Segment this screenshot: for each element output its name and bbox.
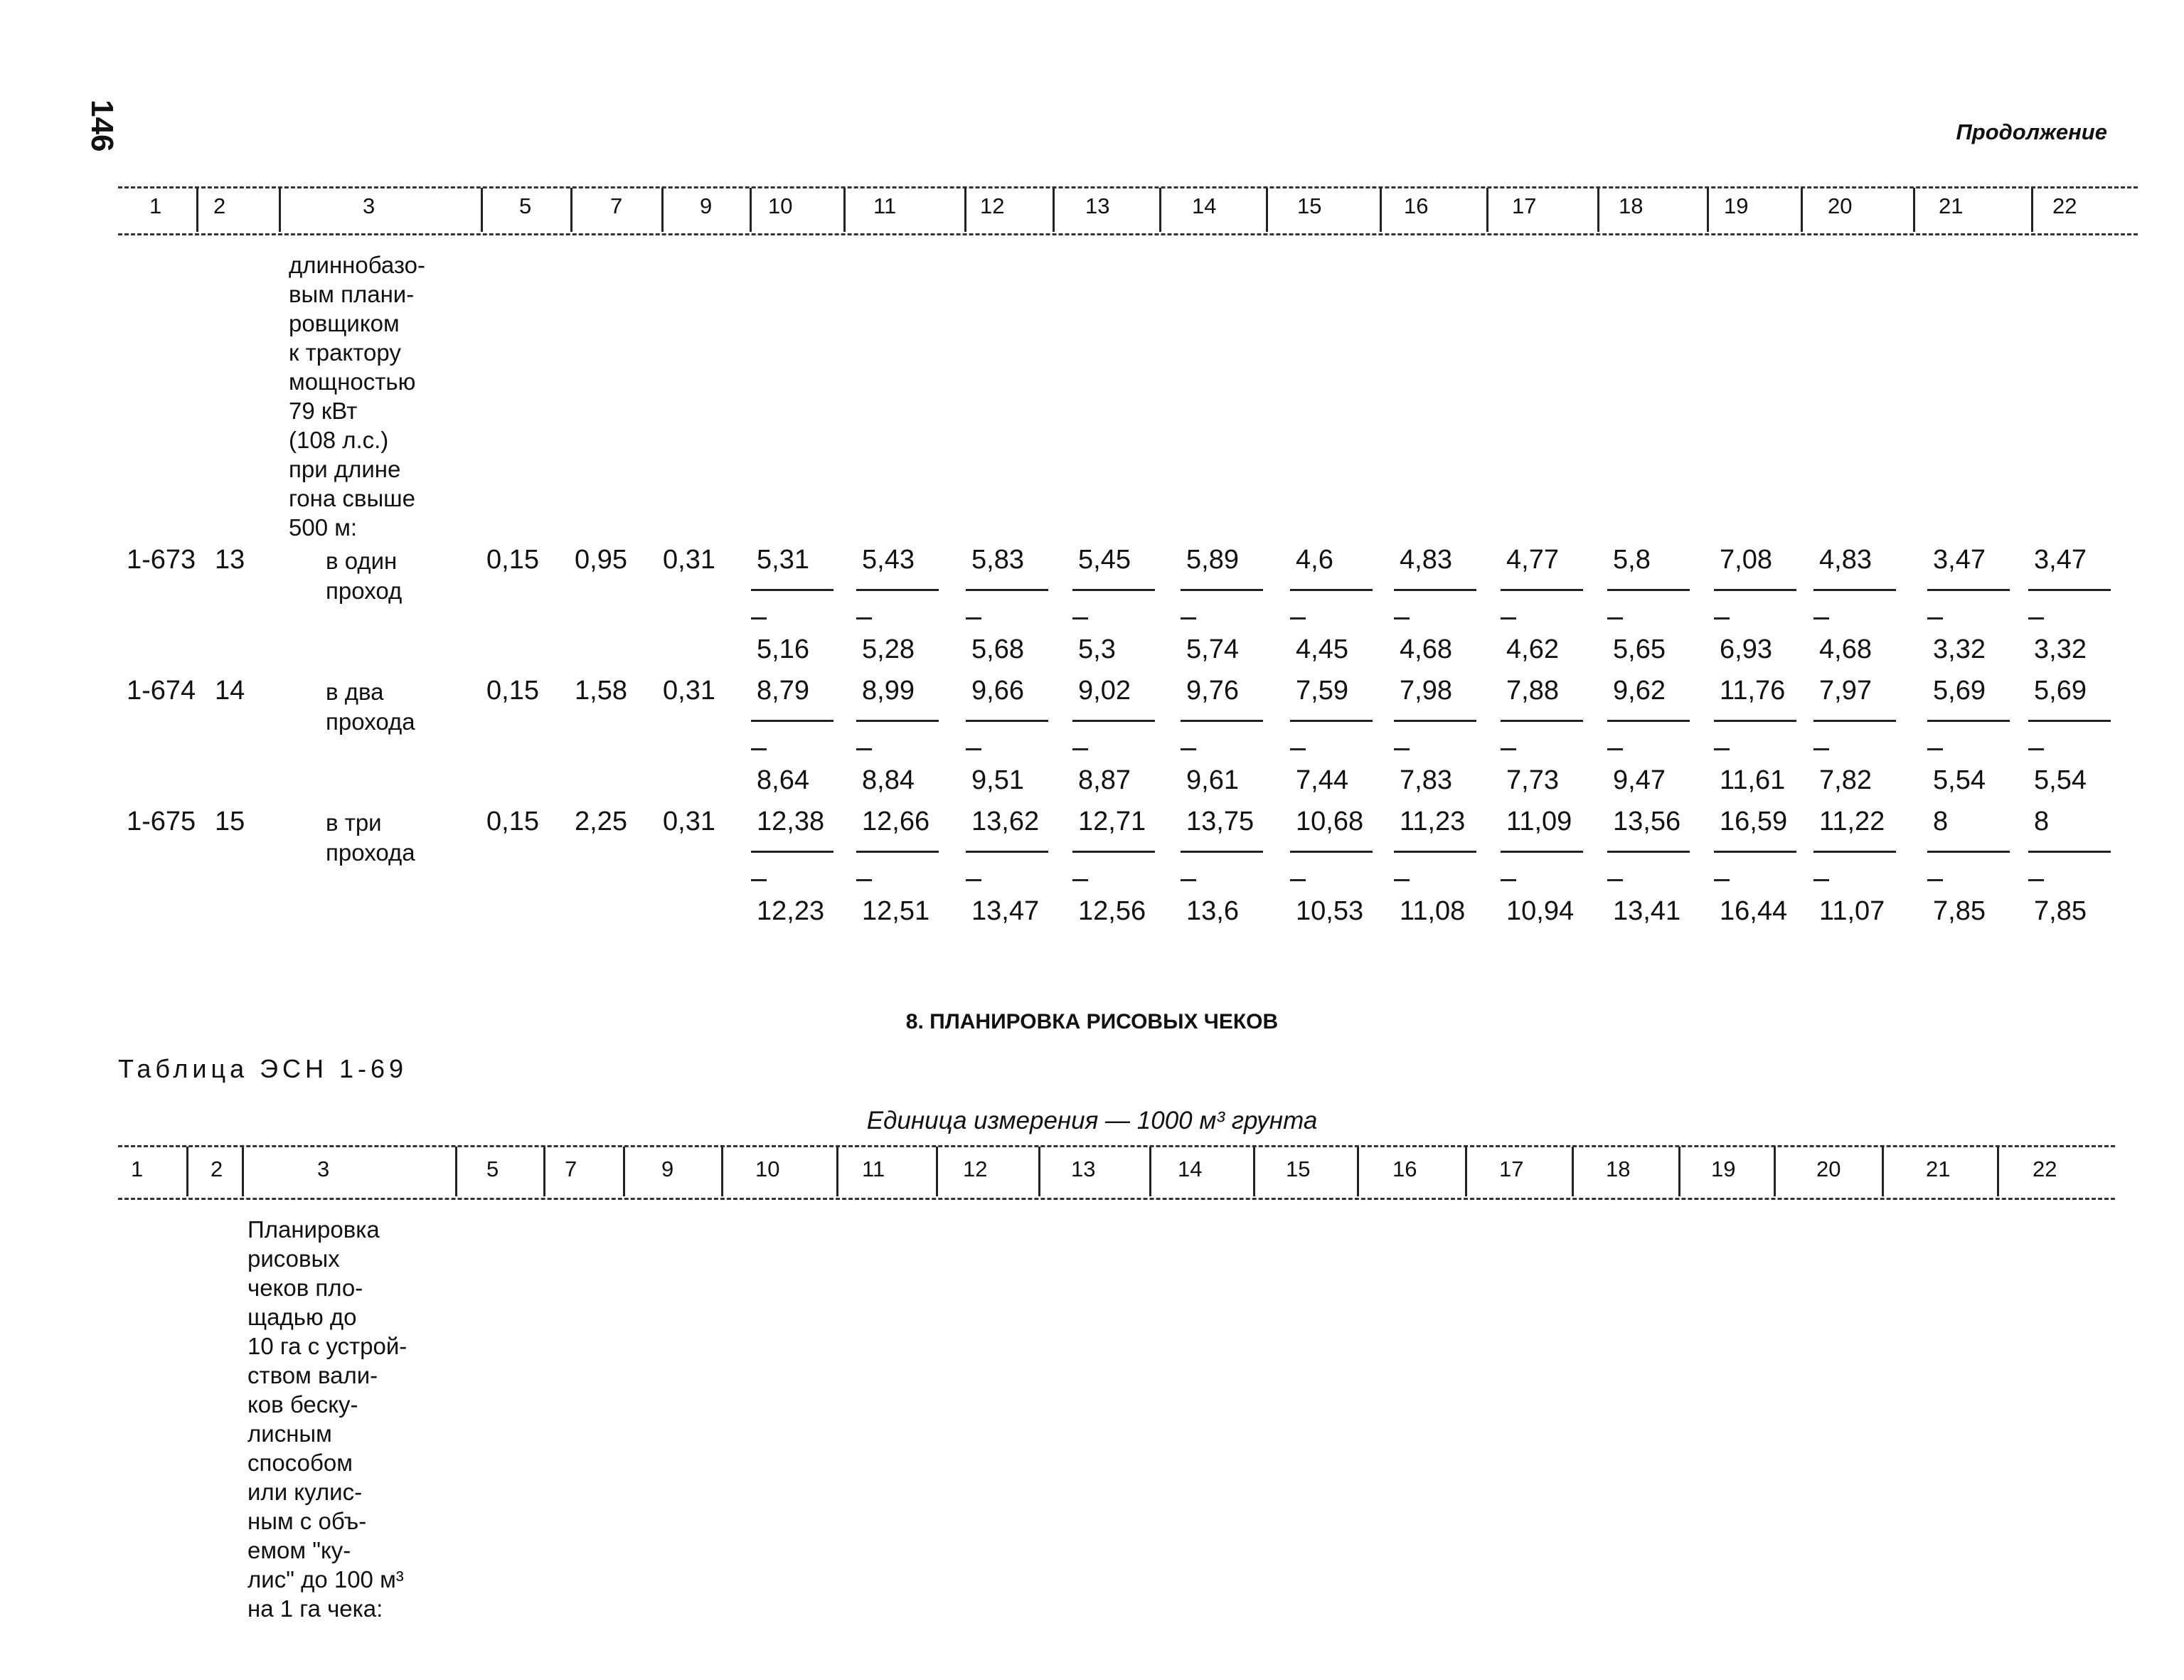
denominator-value: 4,68 bbox=[1819, 634, 1872, 664]
column-separator bbox=[1149, 1147, 1151, 1196]
fraction-line bbox=[1181, 720, 1263, 722]
denominator-value: 11,61 bbox=[1720, 765, 1786, 795]
column-header: 17 bbox=[1512, 193, 1537, 218]
numerator-value: 5,89 bbox=[1186, 545, 1239, 575]
numerator-value: 7,88 bbox=[1506, 676, 1559, 706]
fraction-dash bbox=[1501, 617, 1516, 620]
fraction-dash bbox=[1072, 748, 1088, 750]
column-header: 12 bbox=[963, 1157, 988, 1181]
fraction-dash bbox=[1607, 748, 1623, 750]
fraction-line bbox=[856, 589, 939, 591]
denominator-value: 12,56 bbox=[1078, 896, 1146, 926]
denominator-value: 12,51 bbox=[862, 896, 930, 926]
numerator-value: 7,97 bbox=[1819, 676, 1872, 706]
fraction-dash bbox=[1394, 879, 1410, 881]
numerator-value: 10,68 bbox=[1296, 807, 1364, 836]
fraction-line bbox=[1714, 720, 1796, 722]
fraction-dash bbox=[1394, 748, 1410, 750]
column-header: 15 bbox=[1297, 193, 1322, 218]
column-separator bbox=[721, 1147, 723, 1196]
fraction-line bbox=[1394, 851, 1476, 853]
fraction-line bbox=[2028, 589, 2111, 591]
denominator-value: 11,08 bbox=[1400, 896, 1466, 926]
column-header: 20 bbox=[1816, 1157, 1841, 1181]
table1-description bbox=[289, 250, 425, 542]
column-header: 17 bbox=[1499, 1157, 1524, 1181]
denominator-value: 7,44 bbox=[1296, 765, 1348, 795]
column-separator bbox=[1801, 188, 1803, 232]
numerator-value: 4,6 bbox=[1296, 545, 1333, 575]
fraction-dash bbox=[751, 879, 767, 881]
fraction-dash bbox=[1607, 617, 1623, 620]
column-separator bbox=[1486, 188, 1488, 232]
table2-header-top-rule bbox=[118, 1145, 2115, 1147]
column-separator bbox=[1266, 188, 1268, 232]
description-line: на 1 га чека: bbox=[247, 1595, 383, 1622]
numerator-value: 9,66 bbox=[971, 676, 1024, 706]
fraction-dash bbox=[856, 879, 872, 881]
column-separator bbox=[570, 188, 572, 232]
column-separator bbox=[1997, 1147, 1999, 1196]
description-line: лисным bbox=[247, 1420, 332, 1447]
fraction-dash bbox=[1072, 879, 1088, 881]
denominator-value: 13,41 bbox=[1613, 896, 1681, 926]
denominator-value: 4,45 bbox=[1296, 634, 1348, 664]
fraction-dash bbox=[966, 879, 981, 881]
description-line: рисовых bbox=[247, 1245, 340, 1272]
description-line: щадью до bbox=[247, 1304, 357, 1330]
column-header: 22 bbox=[2033, 1157, 2057, 1181]
fraction-line bbox=[1813, 720, 1896, 722]
fraction-line bbox=[856, 851, 939, 853]
numerator-value: 4,83 bbox=[1819, 545, 1872, 575]
continuation-label: Продолжение bbox=[1956, 119, 2107, 144]
table-label: Таблица ЭСН 1-69 bbox=[118, 1054, 408, 1083]
column-separator bbox=[1597, 188, 1599, 232]
fraction-line bbox=[1394, 589, 1476, 591]
numerator-value: 11,09 bbox=[1506, 807, 1572, 836]
denominator-value: 5,54 bbox=[1933, 765, 1986, 795]
column-header: 15 bbox=[1286, 1157, 1311, 1181]
numerator-value: 12,66 bbox=[862, 807, 930, 836]
denominator-value: 7,73 bbox=[1506, 765, 1559, 795]
description-line: гона свыше bbox=[289, 485, 415, 511]
column-separator bbox=[843, 188, 846, 232]
denominator-value: 8,87 bbox=[1078, 765, 1131, 795]
numerator-value: 13,75 bbox=[1186, 807, 1255, 836]
row-number: 14 bbox=[215, 676, 245, 706]
column-separator bbox=[661, 188, 664, 232]
column-header: 2 bbox=[211, 1157, 223, 1181]
cell-col9: 0,31 bbox=[663, 807, 715, 836]
column-separator bbox=[1038, 1147, 1040, 1196]
numerator-value: 8 bbox=[2034, 807, 2050, 836]
fraction-line bbox=[966, 589, 1048, 591]
denominator-value: 16,44 bbox=[1720, 896, 1788, 926]
numerator-value: 7,98 bbox=[1400, 676, 1452, 706]
numerator-value: 9,62 bbox=[1613, 676, 1666, 706]
cell-col7: 0,95 bbox=[575, 545, 627, 575]
fraction-line bbox=[1813, 589, 1896, 591]
fraction-dash bbox=[1290, 879, 1306, 881]
numerator-value: 7,08 bbox=[1720, 545, 1772, 575]
cell-col7: 2,25 bbox=[575, 807, 627, 836]
fraction-dash bbox=[1813, 748, 1829, 750]
fraction-line bbox=[966, 851, 1048, 853]
description-line: ровщиком bbox=[289, 310, 400, 336]
numerator-value: 11,23 bbox=[1400, 807, 1466, 836]
denominator-value: 9,51 bbox=[971, 765, 1024, 795]
denominator-value: 12,23 bbox=[757, 896, 825, 926]
row-number: 13 bbox=[215, 545, 245, 575]
column-header: 16 bbox=[1404, 193, 1429, 218]
denominator-value: 4,62 bbox=[1506, 634, 1559, 664]
denominator-value: 6,93 bbox=[1720, 634, 1772, 664]
column-separator bbox=[836, 1147, 838, 1196]
fraction-dash bbox=[2028, 879, 2044, 881]
column-header: 7 bbox=[565, 1157, 577, 1181]
numerator-value: 4,83 bbox=[1400, 545, 1452, 575]
column-header: 22 bbox=[2052, 193, 2077, 218]
column-header: 21 bbox=[1926, 1157, 1951, 1181]
column-separator bbox=[1357, 1147, 1359, 1196]
column-header: 9 bbox=[700, 193, 713, 218]
fraction-dash bbox=[1181, 617, 1196, 620]
fraction-line bbox=[1607, 720, 1690, 722]
description-line: 79 кВт bbox=[289, 398, 358, 424]
fraction-dash bbox=[1927, 617, 1943, 620]
fraction-line bbox=[1072, 851, 1155, 853]
fraction-line bbox=[1607, 589, 1690, 591]
description-line: мощностью bbox=[289, 368, 416, 395]
fraction-line bbox=[1290, 589, 1373, 591]
denominator-value: 13,6 bbox=[1186, 896, 1239, 926]
column-separator bbox=[1678, 1147, 1680, 1196]
column-header: 1 bbox=[131, 1157, 144, 1181]
fraction-line bbox=[1501, 589, 1583, 591]
column-separator bbox=[1913, 188, 1915, 232]
numerator-value: 12,38 bbox=[757, 807, 825, 836]
cell-col5: 0,15 bbox=[486, 676, 539, 706]
fraction-line bbox=[2028, 720, 2111, 722]
fraction-line bbox=[751, 589, 833, 591]
column-separator bbox=[750, 188, 752, 232]
description-line: чеков пло- bbox=[247, 1275, 363, 1301]
fraction-line bbox=[1714, 589, 1796, 591]
column-separator bbox=[1882, 1147, 1884, 1196]
numerator-value: 11,76 bbox=[1720, 676, 1786, 706]
column-header: 9 bbox=[661, 1157, 674, 1181]
column-separator bbox=[936, 1147, 938, 1196]
denominator-value: 3,32 bbox=[1933, 634, 1986, 664]
column-separator bbox=[1465, 1147, 1467, 1196]
column-header: 10 bbox=[755, 1157, 780, 1181]
page-number: 146 bbox=[85, 100, 119, 152]
column-separator bbox=[964, 188, 966, 232]
column-separator bbox=[1253, 1147, 1255, 1196]
fraction-dash bbox=[751, 617, 767, 620]
row-number: 15 bbox=[215, 807, 245, 836]
denominator-value: 10,94 bbox=[1506, 896, 1575, 926]
numerator-value: 11,22 bbox=[1819, 807, 1885, 836]
fraction-dash bbox=[751, 748, 767, 750]
fraction-dash bbox=[856, 617, 872, 620]
numerator-value: 8,79 bbox=[757, 676, 809, 706]
numerator-value: 5,31 bbox=[757, 545, 809, 575]
column-separator bbox=[623, 1147, 625, 1196]
fraction-line bbox=[1714, 851, 1796, 853]
column-header: 12 bbox=[980, 193, 1005, 218]
column-header: 19 bbox=[1711, 1157, 1736, 1181]
denominator-value: 5,3 bbox=[1078, 634, 1116, 664]
column-separator bbox=[1572, 1147, 1574, 1196]
cell-col7: 1,58 bbox=[575, 676, 627, 706]
column-header: 2 bbox=[213, 193, 226, 218]
cell-col5: 0,15 bbox=[486, 545, 539, 575]
fraction-dash bbox=[2028, 617, 2044, 620]
denominator-value: 5,65 bbox=[1613, 634, 1666, 664]
numerator-value: 3,47 bbox=[2034, 545, 2087, 575]
column-header: 18 bbox=[1619, 193, 1644, 218]
column-header: 5 bbox=[519, 193, 532, 218]
fraction-line bbox=[1501, 851, 1583, 853]
fraction-line bbox=[751, 851, 833, 853]
column-header: 10 bbox=[768, 193, 793, 218]
fraction-dash bbox=[1607, 879, 1623, 881]
column-header: 13 bbox=[1085, 193, 1110, 218]
column-header: 3 bbox=[317, 1157, 330, 1181]
denominator-value: 13,47 bbox=[971, 896, 1040, 926]
numerator-value: 5,69 bbox=[1933, 676, 1986, 706]
denominator-value: 4,68 bbox=[1400, 634, 1452, 664]
column-separator bbox=[279, 188, 281, 232]
cell-col5: 0,15 bbox=[486, 807, 539, 836]
column-header: 14 bbox=[1178, 1157, 1203, 1181]
numerator-value: 7,59 bbox=[1296, 676, 1348, 706]
fraction-dash bbox=[856, 748, 872, 750]
numerator-value: 5,83 bbox=[971, 545, 1024, 575]
fraction-dash bbox=[1714, 879, 1730, 881]
denominator-value: 8,84 bbox=[862, 765, 915, 795]
fraction-dash bbox=[966, 617, 981, 620]
column-header: 5 bbox=[486, 1157, 499, 1181]
column-separator bbox=[186, 1147, 188, 1196]
fraction-line bbox=[1927, 851, 2010, 853]
fraction-line bbox=[751, 720, 833, 722]
numerator-value: 16,59 bbox=[1720, 807, 1788, 836]
column-separator bbox=[543, 1147, 545, 1196]
column-separator bbox=[1053, 188, 1055, 232]
section-title: 8. ПЛАНИРОВКА РИСОВЫХ ЧЕКОВ bbox=[905, 1010, 1279, 1033]
column-separator bbox=[455, 1147, 457, 1196]
column-separator bbox=[242, 1147, 244, 1196]
denominator-value: 5,74 bbox=[1186, 634, 1239, 664]
numerator-value: 5,43 bbox=[862, 545, 915, 575]
column-header: 18 bbox=[1606, 1157, 1631, 1181]
column-separator bbox=[2031, 188, 2033, 232]
fraction-dash bbox=[1927, 748, 1943, 750]
fraction-dash bbox=[1072, 617, 1088, 620]
numerator-value: 8 bbox=[1933, 807, 1949, 836]
fraction-dash bbox=[1813, 879, 1829, 881]
numerator-value: 9,02 bbox=[1078, 676, 1131, 706]
row-code: 1-674 bbox=[127, 676, 196, 706]
column-header: 11 bbox=[862, 1157, 885, 1181]
description-line: длиннобазо- bbox=[289, 252, 425, 278]
denominator-value: 3,32 bbox=[2034, 634, 2087, 664]
fraction-line bbox=[1813, 851, 1896, 853]
numerator-value: 3,47 bbox=[1933, 545, 1986, 575]
fraction-dash bbox=[1501, 748, 1516, 750]
fraction-line bbox=[1181, 851, 1263, 853]
column-header: 13 bbox=[1071, 1157, 1096, 1181]
column-header: 1 bbox=[149, 193, 162, 218]
description-line: Планировка bbox=[247, 1216, 380, 1243]
denominator-value: 7,82 bbox=[1819, 765, 1872, 795]
table1-header-bottom-rule bbox=[118, 233, 2138, 235]
row-label-line: прохода bbox=[326, 708, 415, 735]
fraction-line bbox=[966, 720, 1048, 722]
denominator-value: 7,85 bbox=[1933, 896, 1986, 926]
column-separator bbox=[1774, 1147, 1776, 1196]
description-line: (108 л.с.) bbox=[289, 427, 389, 453]
description-line: 10 га с устрой- bbox=[247, 1333, 407, 1359]
numerator-value: 4,77 bbox=[1506, 545, 1559, 575]
table1-header-top-rule bbox=[118, 186, 2138, 188]
unit-label: Единица измерения — 1000 м³ грунта bbox=[866, 1107, 1318, 1134]
column-header: 19 bbox=[1724, 193, 1749, 218]
numerator-value: 8,99 bbox=[862, 676, 915, 706]
column-separator bbox=[1707, 188, 1709, 232]
description-line: лис" до 100 м³ bbox=[247, 1566, 404, 1593]
numerator-value: 9,76 bbox=[1186, 676, 1239, 706]
fraction-line bbox=[1290, 720, 1373, 722]
fraction-dash bbox=[1927, 879, 1943, 881]
column-header: 7 bbox=[610, 193, 623, 218]
denominator-value: 9,61 bbox=[1186, 765, 1239, 795]
fraction-line bbox=[1072, 589, 1155, 591]
fraction-line bbox=[1607, 851, 1690, 853]
numerator-value: 12,71 bbox=[1078, 807, 1146, 836]
fraction-line bbox=[1181, 589, 1263, 591]
denominator-value: 8,64 bbox=[757, 765, 809, 795]
fraction-line bbox=[1501, 720, 1583, 722]
description-line: ным с объ- bbox=[247, 1508, 367, 1534]
column-header: 20 bbox=[1828, 193, 1853, 218]
row-code: 1-673 bbox=[127, 545, 196, 575]
row-label-line: проход bbox=[326, 578, 403, 604]
fraction-dash bbox=[2028, 748, 2044, 750]
denominator-value: 11,07 bbox=[1819, 896, 1885, 926]
fraction-dash bbox=[1181, 879, 1196, 881]
cell-col9: 0,31 bbox=[663, 676, 715, 706]
column-separator bbox=[481, 188, 483, 232]
column-separator bbox=[196, 188, 198, 232]
denominator-value: 7,83 bbox=[1400, 765, 1452, 795]
fraction-dash bbox=[1714, 617, 1730, 620]
cell-col9: 0,31 bbox=[663, 545, 715, 575]
denominator-value: 5,68 bbox=[971, 634, 1024, 664]
fraction-dash bbox=[1813, 617, 1829, 620]
column-header: 21 bbox=[1939, 193, 1964, 218]
fraction-dash bbox=[1501, 879, 1516, 881]
fraction-dash bbox=[1290, 748, 1306, 750]
table2-header-bottom-rule bbox=[118, 1198, 2115, 1200]
description-line: ством вали- bbox=[247, 1362, 378, 1388]
denominator-value: 5,28 bbox=[862, 634, 915, 664]
column-separator bbox=[1380, 188, 1382, 232]
column-separator bbox=[1159, 188, 1161, 232]
fraction-line bbox=[1927, 720, 2010, 722]
numerator-value: 5,8 bbox=[1613, 545, 1651, 575]
fraction-dash bbox=[966, 748, 981, 750]
fraction-dash bbox=[1714, 748, 1730, 750]
description-line: или кулис- bbox=[247, 1479, 363, 1505]
fraction-line bbox=[2028, 851, 2111, 853]
row-code: 1-675 bbox=[127, 807, 196, 836]
denominator-value: 9,47 bbox=[1613, 765, 1666, 795]
numerator-value: 5,69 bbox=[2034, 676, 2087, 706]
description-line: емом "ку- bbox=[247, 1537, 351, 1563]
numerator-value: 13,62 bbox=[971, 807, 1040, 836]
column-header: 3 bbox=[363, 193, 375, 218]
fraction-dash bbox=[1394, 617, 1410, 620]
fraction-dash bbox=[1290, 617, 1306, 620]
numerator-value: 13,56 bbox=[1613, 807, 1681, 836]
row-label-line: в один bbox=[326, 548, 398, 574]
column-header: 11 bbox=[873, 193, 897, 218]
numerator-value: 5,45 bbox=[1078, 545, 1131, 575]
row-label-line: в два bbox=[326, 679, 384, 705]
denominator-value: 5,16 bbox=[757, 634, 809, 664]
column-header: 16 bbox=[1392, 1157, 1417, 1181]
description-line: к трактору bbox=[289, 339, 401, 366]
column-header: 14 bbox=[1192, 193, 1217, 218]
fraction-line bbox=[856, 720, 939, 722]
row-label-line: прохода bbox=[326, 839, 415, 866]
description-line: вым плани- bbox=[289, 281, 415, 307]
fraction-line bbox=[1394, 720, 1476, 722]
fraction-line bbox=[1927, 589, 2010, 591]
row-label-line: в три bbox=[326, 809, 382, 836]
description-line: при длине bbox=[289, 456, 401, 482]
description-line: способом bbox=[247, 1450, 353, 1476]
fraction-line bbox=[1072, 720, 1155, 722]
denominator-value: 10,53 bbox=[1296, 896, 1364, 926]
description-line: 500 м: bbox=[289, 514, 358, 541]
fraction-dash bbox=[1181, 748, 1196, 750]
table2-description bbox=[247, 1215, 407, 1623]
denominator-value: 5,54 bbox=[2034, 765, 2087, 795]
fraction-line bbox=[1290, 851, 1373, 853]
description-line: ков беску- bbox=[247, 1391, 358, 1418]
denominator-value: 7,85 bbox=[2034, 896, 2087, 926]
